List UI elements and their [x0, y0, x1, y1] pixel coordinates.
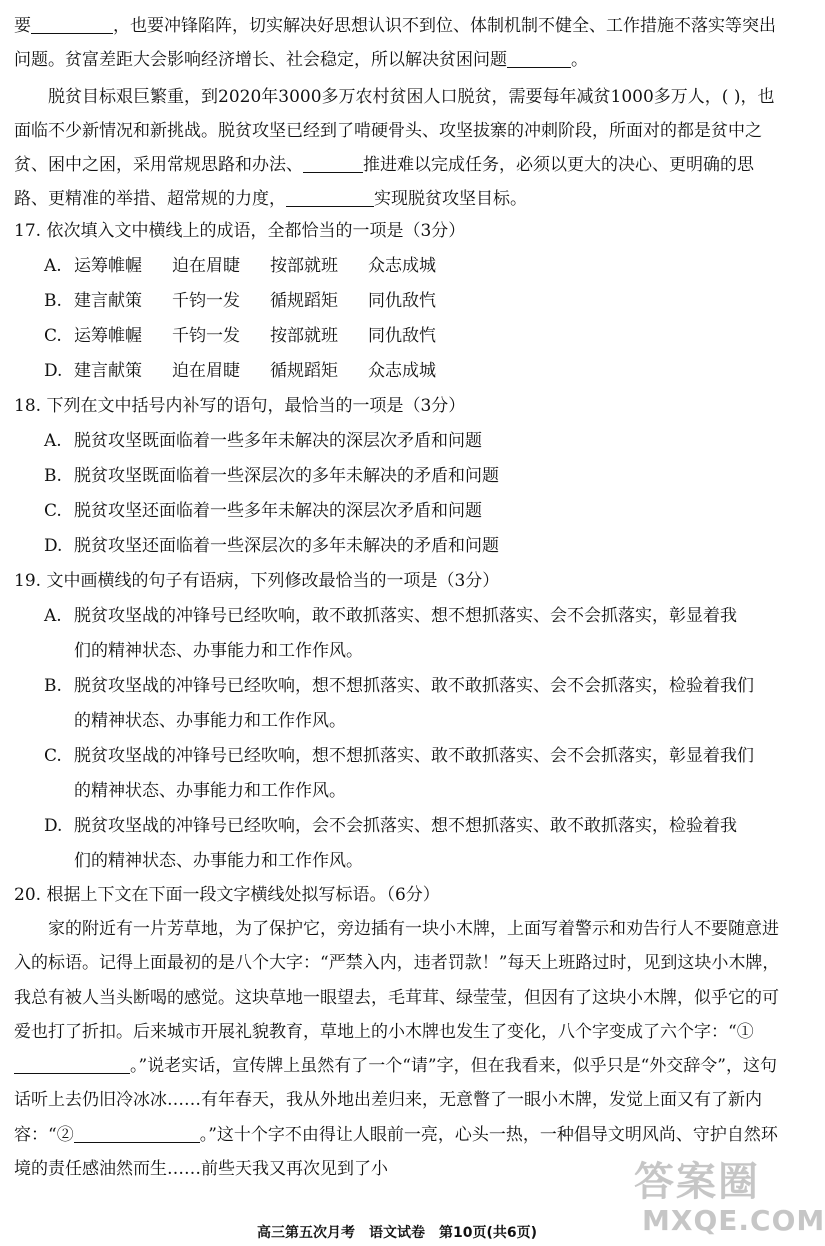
- option-text-continued: 们的精神状态、办事能力和工作作风。: [74, 641, 363, 661]
- idiom: 迫在眉睫: [172, 361, 240, 381]
- question-20-title: 20. 根据上下文在下面一段文字横线处拟写标语。（6分）: [14, 885, 440, 905]
- q19-option-a[interactable]: [44, 599, 784, 669]
- idiom: 千钧一发: [172, 326, 240, 346]
- option-text: 脱贫攻坚既面临着一些深层次的多年未解决的矛盾和问题: [74, 466, 499, 486]
- fill-blank: [31, 16, 113, 34]
- q19-option-b[interactable]: [44, 669, 784, 739]
- passage-paragraph-1: [14, 9, 784, 77]
- option-text: 脱贫攻坚战的冲锋号已经吹响，想不想抓落实、敢不敢抓落实、会不会抓落实，彰显着我们: [74, 746, 754, 766]
- fill-blank: [507, 50, 571, 68]
- option-label: D.: [44, 536, 63, 556]
- idiom: 运筹帷幄: [74, 326, 142, 346]
- passage-text: 。: [571, 50, 588, 70]
- q19-option-d[interactable]: [44, 809, 784, 879]
- idiom: 同仇敌忾: [368, 326, 436, 346]
- option-text: 脱贫攻坚战的冲锋号已经吹响，想不想抓落实、敢不敢抓落实、会不会抓落实，检验着我们: [74, 676, 754, 696]
- option-label: B.: [44, 676, 62, 696]
- idiom: 迫在眉睫: [172, 256, 240, 276]
- passage-text: 家的附近有一片芳草地，为了保护它，旁边插有一块小木牌，上面写着警示和劝告行人不要随意进入的标语。记得上面最初的是八个大字：“严禁入内，违者罚款！”每天上班路过时，见到这块小木牌，我总有被人当头断喝的感觉。这块草地一眼望去，毛茸茸、绿莹莹，但因有了这块小木牌，似乎它的可爱也打了折扣。后来城市开展礼貌教育，草地上的小木牌也发生了变化，八个字变成了六个字：“: [14, 919, 780, 1042]
- idiom: 千钧一发: [172, 291, 240, 311]
- passage-text: 。”说老实话，宣传牌上虽然有了一个“请”字，但在我看来，似乎只是“外交辞令”，这句话听上去仍旧冷冰冰……有年春天，我从外地出差归来，无意瞥了一眼小木牌，发觉上面又有了新内容：“: [14, 1056, 777, 1145]
- passage-text: 脱贫目标艰巨繁重，到2020年3000多万农村贫困人口脱贫，需要每年减贫1000多万人，( )，也面临不少新情况和新挑战。脱贫攻坚已经到了啃硬骨头、攻坚拔寨的冲刺阶段，所面对的都是贫中之贫、困中之困，采用常规思路和办法、: [14, 87, 775, 175]
- passage-paragraph-2: [14, 80, 784, 216]
- option-label: A.: [44, 256, 62, 276]
- idiom: 循规蹈矩: [270, 291, 338, 311]
- idiom: 按部就班: [270, 326, 338, 346]
- passage-text: 要: [14, 16, 31, 36]
- q17-option-c[interactable]: [44, 321, 784, 351]
- watermark-bottom-text: MXQE.COM: [642, 1204, 825, 1237]
- q18-option-b[interactable]: [44, 461, 784, 491]
- idiom: 建言献策: [74, 361, 142, 381]
- watermark-top-text: 答案圈: [634, 1159, 760, 1205]
- option-label: A.: [44, 606, 62, 626]
- q18-option-a[interactable]: [44, 426, 784, 456]
- q17-option-a[interactable]: [44, 251, 784, 281]
- option-label: C.: [44, 501, 62, 521]
- option-text: 脱贫攻坚既面临着一些多年未解决的深层次矛盾和问题: [74, 431, 482, 451]
- page-footer: 高三第五次月考 语文试卷 第10页(共6页): [256, 1225, 538, 1241]
- q18-option-c[interactable]: [44, 496, 784, 526]
- passage-text: 。”这十个字不由得让人眼前一亮，心头一热，一种倡导文明风尚、守护自然环境的责任感油然而生……前些天我又再次见到了小: [14, 1124, 778, 1180]
- option-label: D.: [44, 816, 63, 836]
- idiom: 按部就班: [270, 256, 338, 276]
- question-19-title: 19. 文中画横线的句子有语病，下列修改最恰当的一项是（3分）: [14, 571, 500, 591]
- option-text: 脱贫攻坚还面临着一些多年未解决的深层次矛盾和问题: [74, 501, 482, 521]
- passage-text: ，也要冲锋陷阵，切实解决好思想认识不到位、体制机制不健全、工作措施不落实等突出问题。贫富差距大会影响经济增长、社会稳定，所以解决贫困问题: [14, 16, 776, 70]
- option-label: B.: [44, 291, 62, 311]
- q17-option-b[interactable]: [44, 286, 784, 316]
- option-label: D.: [44, 361, 63, 381]
- idiom: 循规蹈矩: [270, 361, 338, 381]
- option-text: 脱贫攻坚还面临着一些深层次的多年未解决的矛盾和问题: [74, 536, 499, 556]
- option-label: C.: [44, 326, 62, 346]
- option-label: B.: [44, 466, 62, 486]
- idiom: 同仇敌忾: [368, 291, 436, 311]
- q18-option-d[interactable]: [44, 531, 784, 561]
- idiom: 运筹帷幄: [74, 256, 142, 276]
- blank-marker-2: ②: [56, 1124, 74, 1145]
- fill-blank: [286, 189, 374, 207]
- q17-option-d[interactable]: [44, 356, 784, 386]
- option-label: A.: [44, 431, 62, 451]
- idiom: 众志成城: [368, 361, 436, 381]
- idiom: 众志成城: [368, 256, 436, 276]
- question-18-title: 18. 下列在文中括号内补写的语句，最恰当的一项是（3分）: [14, 396, 466, 416]
- question-20-passage: [14, 912, 784, 1186]
- option-text-continued: 的精神状态、办事能力和工作作风。: [74, 711, 346, 731]
- option-text-continued: 们的精神状态、办事能力和工作作风。: [74, 851, 363, 871]
- q19-option-c[interactable]: [44, 739, 784, 809]
- blank-marker-1: ①: [736, 1021, 754, 1042]
- passage-text: 推进难以完成任务，必须以更大的决心、更明确的思路、更精准的举措、超常规的力度，: [14, 155, 754, 209]
- fill-blank: [303, 155, 363, 173]
- slogan-blank-1[interactable]: [14, 1056, 130, 1074]
- passage-text: 实现脱贫攻坚目标。: [374, 189, 527, 209]
- option-text-continued: 的精神状态、办事能力和工作作风。: [74, 781, 346, 801]
- question-17-title: 17. 依次填入文中横线上的成语，全都恰当的一项是（3分）: [14, 221, 466, 241]
- option-text: 脱贫攻坚战的冲锋号已经吹响，敢不敢抓落实、想不想抓落实、会不会抓落实，彰显着我: [74, 606, 737, 626]
- option-text: 脱贫攻坚战的冲锋号已经吹响，会不会抓落实、想不想抓落实、敢不敢抓落实，检验着我: [74, 816, 737, 836]
- option-label: C.: [44, 746, 62, 766]
- idiom: 建言献策: [74, 291, 142, 311]
- slogan-blank-2[interactable]: [74, 1125, 200, 1143]
